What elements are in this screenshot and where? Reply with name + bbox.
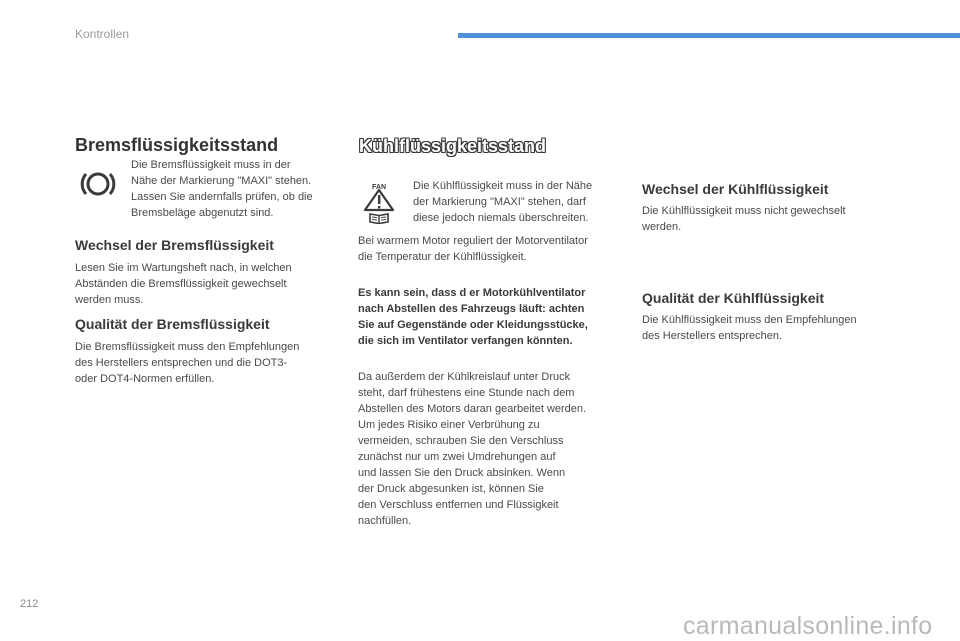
pressure-line: nachfüllen. (358, 515, 412, 527)
brake-quality-line: oder DOT4-Normen erfüllen. (75, 373, 215, 385)
coolant-warm-line: die Temperatur der Kühlflüssigkeit. (358, 251, 527, 263)
section-label: Kontrollen (75, 27, 130, 41)
brake-quality-text (75, 339, 299, 387)
brake-change-line: werden muss. (75, 294, 144, 306)
brake-quality-line: Die Bremsflüssigkeit muss den Empfehlungen (75, 341, 300, 353)
coolant-quality-text (642, 312, 857, 344)
brake-fluid-title: Bremsflüssigkeitsstand (75, 135, 279, 155)
pressure-line: steht, darf frühestens eine Stunde nach dem (358, 387, 575, 399)
brake-intro-line: Lassen Sie andernfalls prüfen, ob die (131, 191, 313, 203)
brake-intro-line: Nähe der Markierung "MAXI" stehen. (131, 175, 312, 187)
pressure-line: vermeiden, schrauben Sie den Verschluss (358, 435, 564, 447)
fan-warning-text (358, 285, 588, 349)
pressure-line: Um jedes Risiko einer Verbrühung zu (358, 419, 540, 431)
page-number: 212 (20, 598, 39, 610)
pressure-line: und lassen Sie den Druck absinken. Wenn (358, 467, 566, 479)
brake-intro (131, 157, 313, 221)
brake-intro-line: Die Bremsflüssigkeit muss in der (131, 159, 291, 171)
brake-change-text (75, 260, 292, 308)
brake-change-line: Lesen Sie im Wartungsheft nach, in welchen (75, 262, 292, 274)
coolant-intro-line: diese jedoch niemals überschreiten. (413, 212, 589, 224)
coolant-warm-text (358, 233, 588, 265)
coolant-quality-heading: Qualität der Kühlflüssigkeit (642, 290, 825, 306)
pressure-line: Abstellen des Motors daran gearbeitet werden. (358, 403, 587, 415)
coolant-change-line: werden. (642, 221, 682, 233)
fan-warning-line: Sie auf Gegenstände oder Kleidungsstücke, (358, 319, 588, 331)
fan-warning-line: Es kann sein, dass d er Motorkühlventilator (358, 287, 586, 299)
coolant-intro-line: Die Kühlflüssigkeit muss in der Nähe (413, 180, 593, 192)
brake-change-line: Abständen die Bremsflüssigkeit gewechselt (75, 278, 287, 290)
fan-warning-line: die sich im Ventilator verfangen könnten. (358, 335, 573, 347)
brake-intro-line: Bremsbeläge abgenutzt sind. (131, 207, 274, 219)
brake-quality-line: des Herstellers entsprechen und die DOT3- (75, 357, 288, 369)
coolant-warm-line: Bei warmem Motor reguliert der Motorventilator (358, 235, 588, 247)
coolant-change-text (642, 203, 846, 235)
coolant-change-heading: Wechsel der Kühlflüssigkeit (642, 181, 829, 197)
coolant-quality-line: des Herstellers entsprechen. (642, 330, 783, 342)
watermark: carmanualsonline.info (683, 612, 933, 640)
coolant-change-line: Die Kühlflüssigkeit muss nicht gewechselt (642, 205, 846, 217)
pressure-line: der Druck abgesunken ist, können Sie (358, 483, 544, 495)
pressure-line: zunächst nur um zwei Umdrehungen auf (358, 451, 556, 463)
pressure-line: Da außerdem der Kühlkreislauf unter Druck (358, 371, 571, 383)
brake-warning-icon (79, 166, 117, 202)
brake-quality-heading: Qualität der Bremsflüssigkeit (75, 316, 270, 332)
pressure-line: den Verschluss entfernen und Flüssigkeit (358, 499, 559, 511)
svg-text:FAN: FAN (372, 184, 386, 191)
coolant-intro (413, 178, 592, 226)
brake-change-heading: Wechsel der Bremsflüssigkeit (75, 237, 274, 253)
header-accent-bar (458, 33, 960, 38)
coolant-quality-line: Die Kühlflüssigkeit muss den Empfehlungen (642, 314, 857, 326)
coolant-intro-line: der Markierung "MAXI" stehen, darf (413, 196, 586, 208)
fan-warning-icon (362, 180, 396, 224)
coolant-level-title: Kühlflüssigkeitsstand (359, 136, 547, 156)
pressure-warning-text (358, 369, 586, 529)
fan-warning-line: nach Abstellen des Fahrzeugs läuft: achten (358, 303, 585, 315)
